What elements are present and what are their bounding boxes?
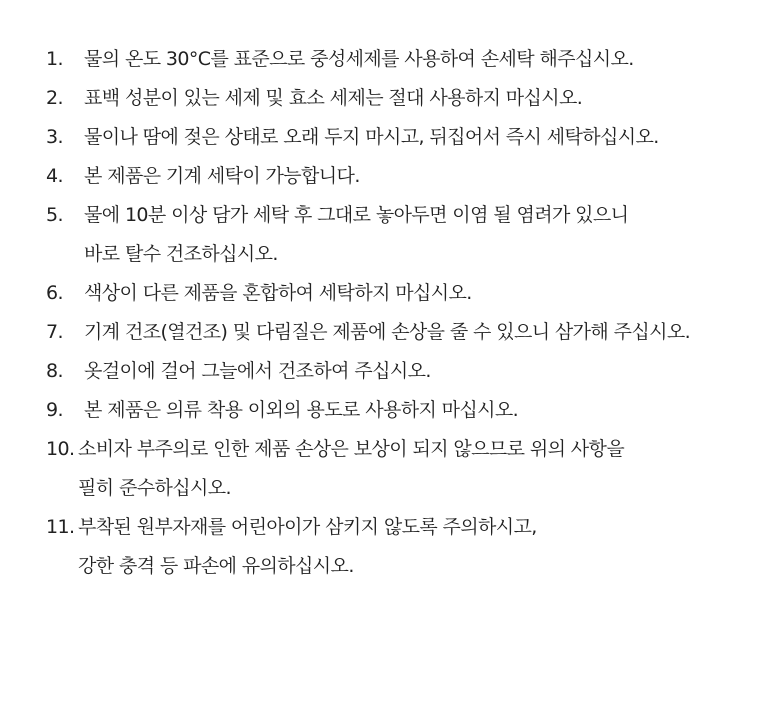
instruction-number: 4. — [46, 165, 63, 187]
instruction-number: 5. — [46, 204, 63, 226]
instruction-text — [84, 313, 690, 352]
instruction-item — [46, 391, 766, 430]
instruction-text — [84, 118, 659, 157]
instruction-number: 6. — [46, 282, 63, 304]
instruction-line: 본 제품은 기계 세탁이 가능합니다. — [84, 165, 360, 187]
instruction-item — [46, 40, 766, 79]
instruction-line: 부착된 원부자재를 어린아이가 삼키지 않도록 주의하시고, — [78, 516, 537, 538]
instruction-text — [78, 508, 537, 586]
instruction-line: 색상이 다른 제품을 혼합하여 세탁하지 마십시오. — [84, 282, 472, 304]
instruction-item — [46, 157, 766, 196]
instruction-line: 물에 10분 이상 담가 세탁 후 그대로 놓아두면 이염 될 염려가 있으니 — [84, 204, 629, 226]
instruction-text — [84, 79, 582, 118]
instruction-text — [84, 40, 634, 79]
instruction-item — [46, 118, 766, 157]
instruction-number: 11. — [46, 516, 75, 538]
instruction-line: 본 제품은 의류 착용 이외의 용도로 사용하지 마십시오. — [84, 399, 519, 421]
instruction-line: 표백 성분이 있는 세제 및 효소 세제는 절대 사용하지 마십시오. — [84, 87, 583, 109]
instruction-text — [84, 196, 628, 274]
instruction-number: 2. — [46, 87, 63, 109]
instruction-text — [78, 430, 624, 508]
instruction-line: 물이나 땀에 젖은 상태로 오래 두지 마시고, 뒤집어서 즉시 세탁하십시오. — [84, 126, 659, 148]
instruction-line: 기계 건조(열건조) 및 다림질은 제품에 손상을 줄 수 있으니 삼가해 주십시오. — [84, 321, 691, 343]
instruction-line: 바로 탈수 건조하십시오. — [84, 243, 278, 265]
care-instructions-list — [46, 40, 766, 586]
instruction-line: 강한 충격 등 파손에 유의하십시오. — [78, 555, 354, 577]
instruction-item — [46, 313, 766, 352]
instruction-text — [84, 352, 431, 391]
instruction-line: 옷걸이에 걸어 그늘에서 건조하여 주십시오. — [84, 360, 431, 382]
instruction-line: 소비자 부주의로 인한 제품 손상은 보상이 되지 않으므로 위의 사항을 — [78, 438, 625, 460]
instruction-text — [84, 157, 360, 196]
instruction-item — [46, 430, 766, 508]
instruction-item — [46, 508, 766, 586]
instruction-item — [46, 79, 766, 118]
instruction-item — [46, 352, 766, 391]
instruction-item — [46, 196, 766, 274]
instruction-line: 물의 온도 30°C를 표준으로 중성세제를 사용하여 손세탁 해주십시오. — [84, 48, 634, 70]
instruction-line: 필히 준수하십시오. — [78, 477, 231, 499]
instruction-number: 1. — [46, 48, 63, 70]
instruction-number: 7. — [46, 321, 63, 343]
instruction-item — [46, 274, 766, 313]
instruction-number: 3. — [46, 126, 63, 148]
instruction-number: 9. — [46, 399, 63, 421]
instruction-text — [84, 274, 472, 313]
instruction-text — [84, 391, 518, 430]
instruction-number: 8. — [46, 360, 63, 382]
instruction-number: 10. — [46, 438, 75, 460]
